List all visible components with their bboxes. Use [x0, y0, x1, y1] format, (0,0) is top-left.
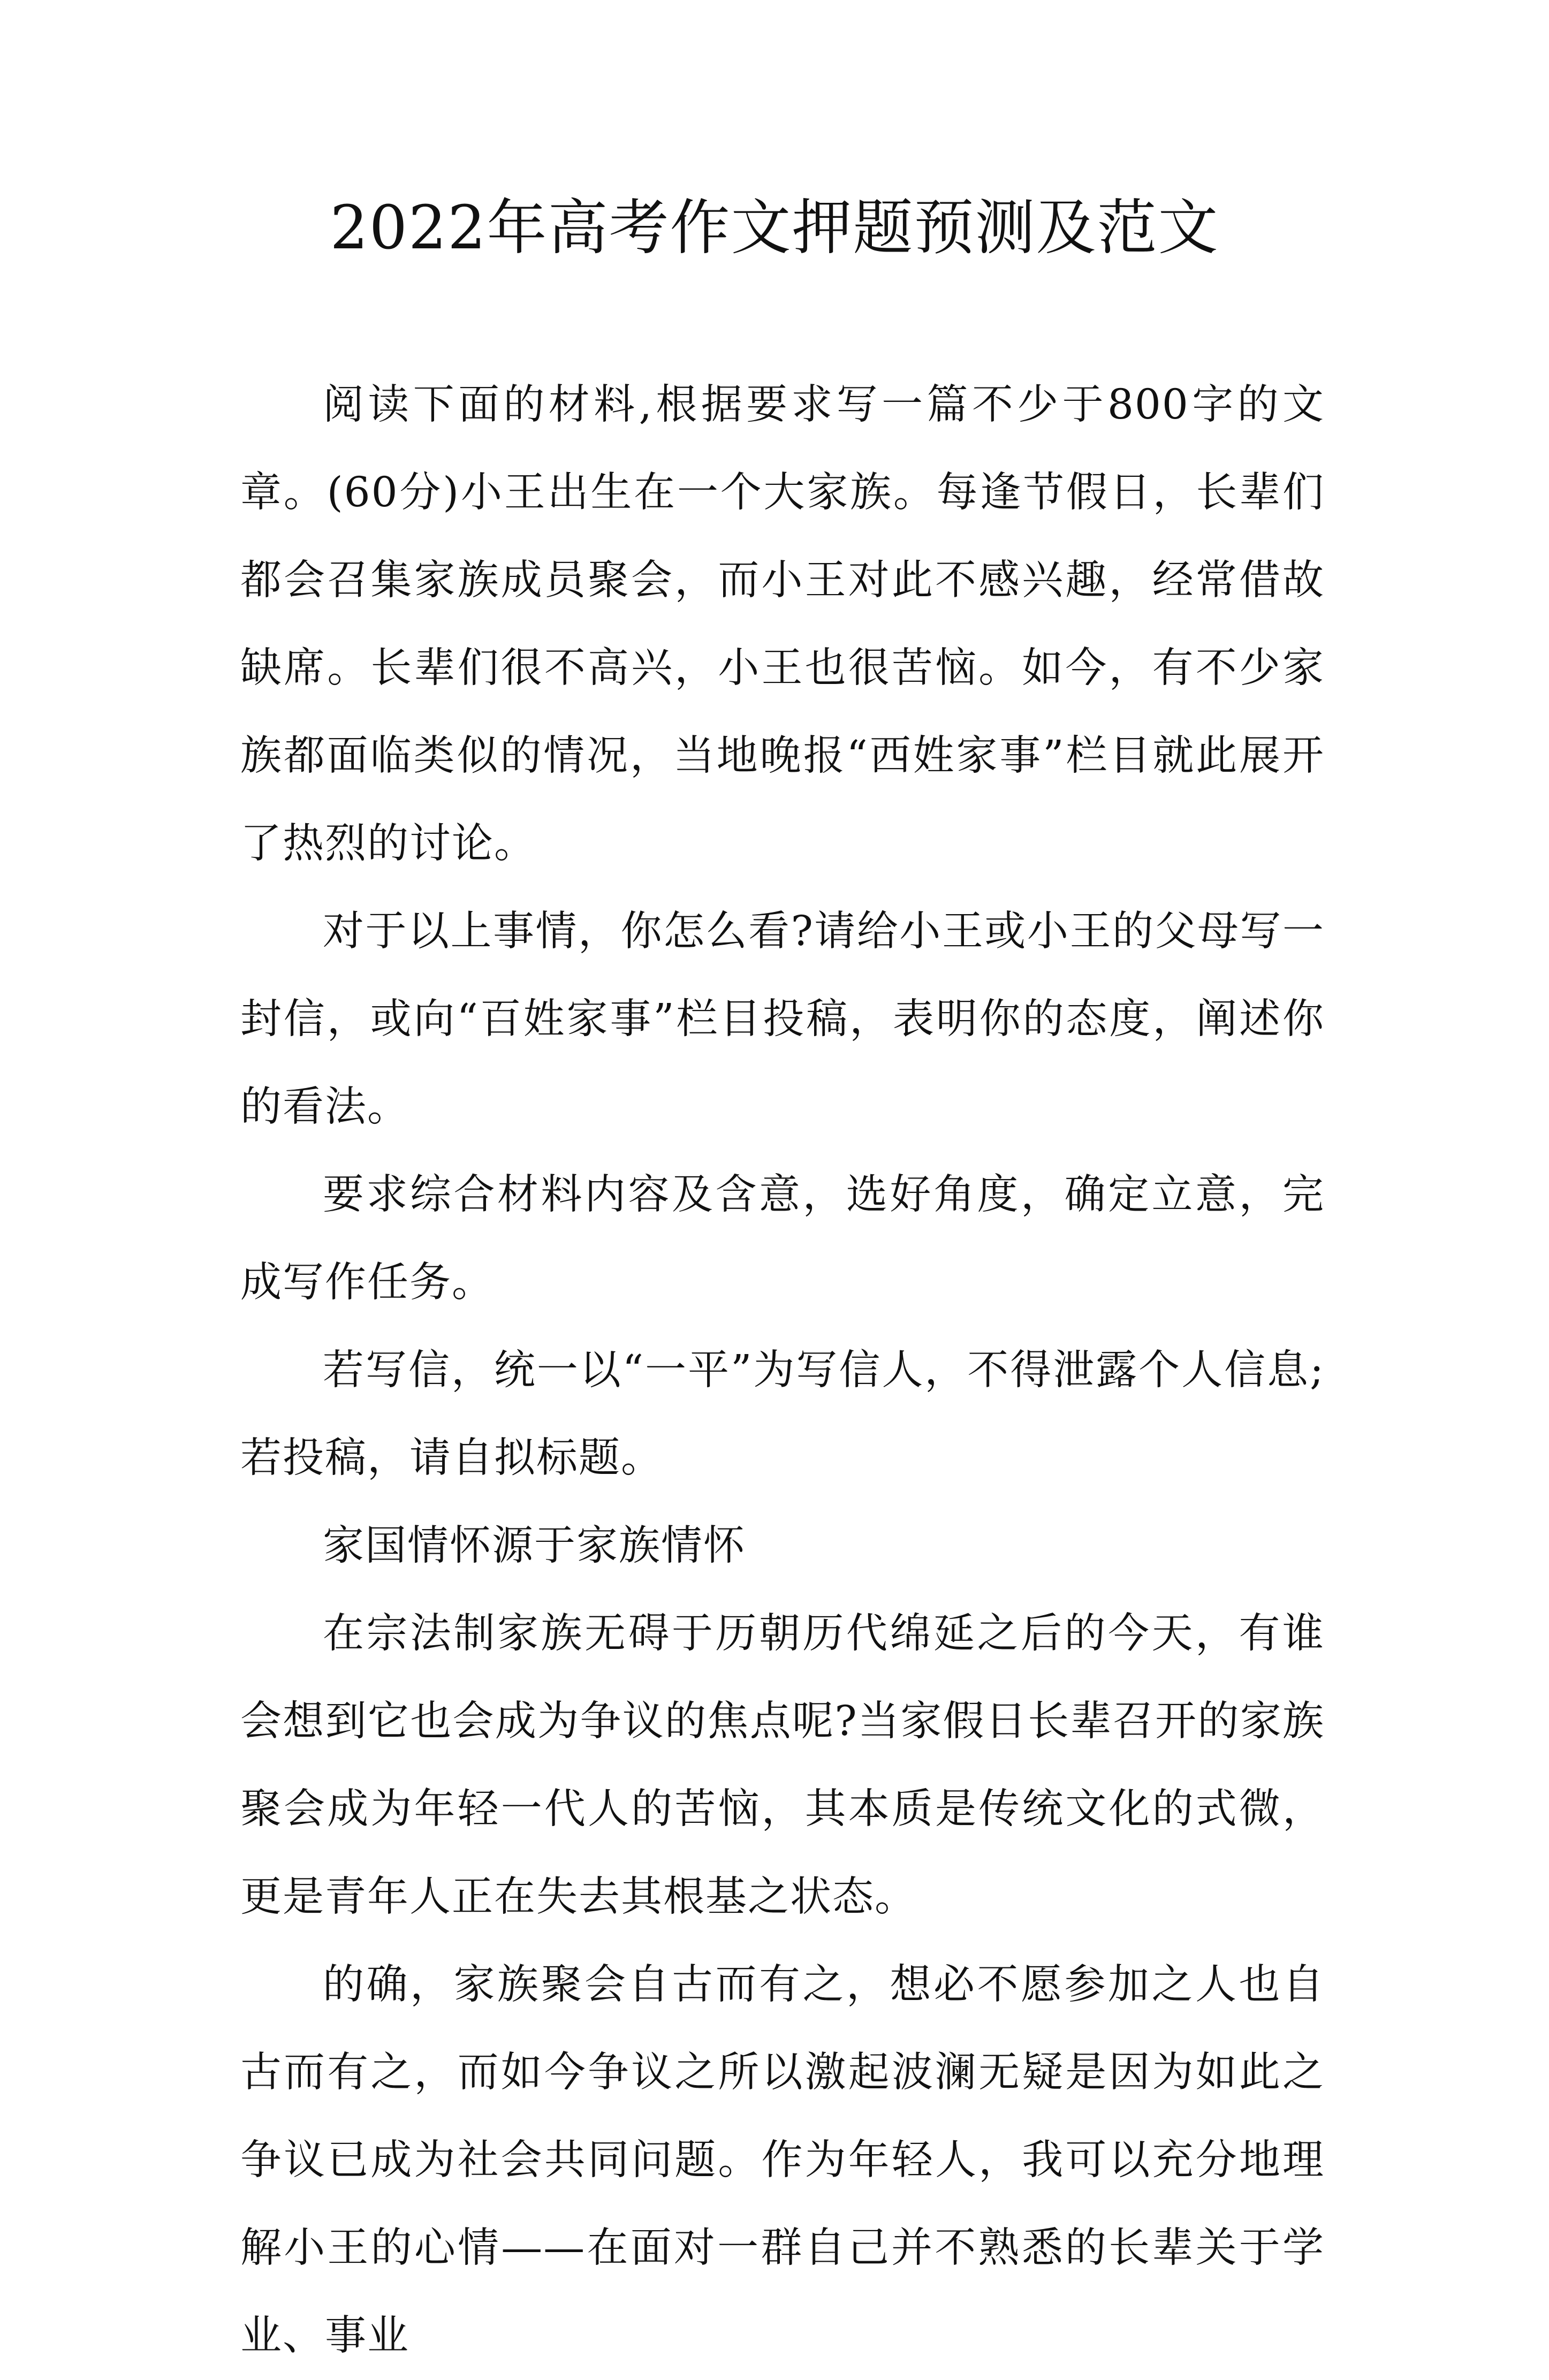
paragraph-prompt-requirements: 要求综合材料内容及含意，选好角度，确定立意，完成写作任务。 — [240, 1171, 1325, 1306]
paragraph-prompt-material: 阅读下面的材料,根据要求写一篇不少于800字的文章。(60分)小王出生在一个大家族。每逢节假日，长辈们都会召集家族成员聚会，而小王对此不感兴趣，经常借故缺席。长辈们很不高兴，小王也很苦恼。如今，有不少家族都面临类似的情况，当地晚报“西姓家事”栏目就此展开了热烈的讨论。 — [240, 381, 1325, 868]
paragraph-prompt-instructions: 若写信，统一以“一平”为写信人，不得泄露个人信息;若投稿，请自拟标题。 — [240, 1347, 1325, 1482]
essay-paragraph-2: 的确，家族聚会自古而有之，想必不愿参加之人也自古而有之，而如今争议之所以激起波澜无疑是因为如此之争议已成为社会共同问题。作为年轻人，我可以充分地理解小王的心情——在面对一群自己并不熟悉的长辈关于学业、事业 — [240, 1961, 1325, 2360]
document-body — [240, 361, 1325, 2380]
essay-paragraph-1: 在宗法制家族无碍于历朝历代绵延之后的今天，有谁会想到它也会成为争议的焦点呢?当家假日长辈召开的家族聚会成为年轻一代人的苦恼，其本质是传统文化的式微，更是青年人正在失去其根基之状态。 — [240, 1610, 1325, 1921]
document-title: 2022年高考作文押题预测及范文 — [330, 193, 1219, 263]
essay-title: 家国情怀源于家族情怀 — [323, 1522, 746, 1570]
paragraph-prompt-question: 对于以上事情，你怎么看?请给小王或小王的父母写一封信，或向“百姓家事”栏目投稿，表明你的态度，阐述你的看法。 — [240, 908, 1325, 1131]
